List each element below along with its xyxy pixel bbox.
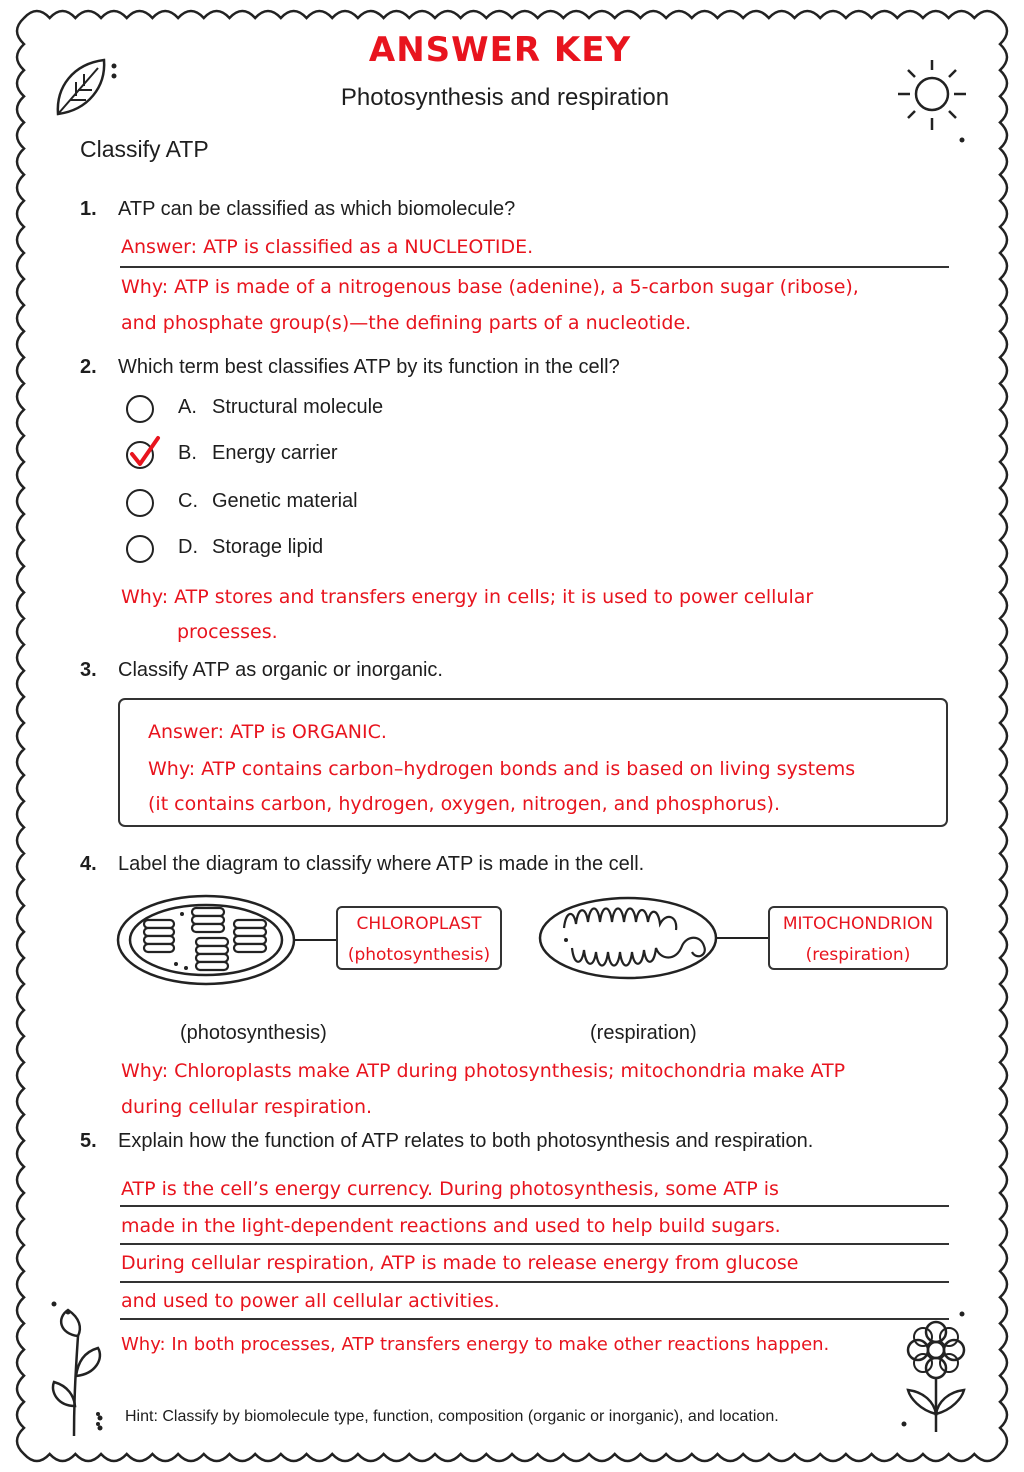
answer-line-text: During cellular respiration, ATP is made to release energy from glucose [121,1252,799,1274]
why-text-continued: and phosphate group(s)—the defining parts of a nucleotide. [121,312,692,334]
question-number: 3. [80,659,97,681]
why-text: Why: ATP stores and transfers energy in cells; it is used to power cellular [121,586,814,608]
radio-option-c[interactable] [126,489,154,517]
question-text: Explain how the function of ATP relates to both photosynthesis and respiration. [118,1130,814,1152]
answer-text: Answer: ATP is classified as a NUCLEOTIDE. [121,236,534,258]
page-title: ANSWER KEY [368,30,632,70]
diagram-caption-right: (respiration) [590,1022,697,1044]
hint-bullet [96,1422,100,1426]
mitochondrion-diagram [536,890,768,986]
section-heading: Classify ATP [80,136,209,162]
option-letter: B. [178,442,197,464]
question-number: 1. [80,198,97,220]
question-text: ATP can be classified as which biomolecule? [118,198,516,220]
option-label: Storage lipid [212,536,324,558]
radio-option-a[interactable] [126,395,154,423]
question-number: 2. [80,356,97,378]
answer-line-text: made in the light-dependent reactions and used to help build sugars. [121,1215,781,1237]
checkmark-icon [124,432,164,472]
option-label: Genetic material [212,490,358,512]
answer-line [120,1205,949,1207]
answer-line [120,1281,949,1283]
question-text: Label the diagram to classify where ATP is made in the cell. [118,853,645,875]
hint-bullet [96,1412,100,1416]
option-letter: D. [178,536,198,558]
answer-line-text: ATP is the cell’s energy currency. During photosynthesis, some ATP is [121,1178,779,1200]
question-text: Which term best classifies ATP by its function in the cell? [118,356,620,378]
mitochondrion-label-box [768,906,948,970]
page-subtitle: Photosynthesis and respiration [340,84,670,111]
why-text: Why: ATP contains carbon–hydrogen bonds and is based on living systems [148,758,856,780]
option-label: Energy carrier [212,442,338,464]
why-text: Why: In both processes, ATP transfers energy to make other reactions happen. [121,1334,830,1355]
answer-line-text: and used to power all cellular activities. [121,1290,500,1312]
radio-option-d[interactable] [126,535,154,563]
chloroplast-label-box [336,906,502,970]
diagram-caption-left: (photosynthesis) [180,1022,327,1044]
mitochondrion-sublabel: (respiration) [805,945,911,965]
why-text-continued: (it contains carbon, hydrogen, oxygen, nitrogen, and phosphorus). [148,793,780,815]
option-letter: A. [178,396,197,418]
mitochondrion-label: MITOCHONDRION [782,914,934,934]
option-letter: C. [178,490,198,512]
answer-line [120,1243,949,1245]
answer-line [120,1318,949,1320]
question-number: 5. [80,1130,97,1152]
chloroplast-label: CHLOROPLAST [356,914,482,934]
answer-line [120,266,949,268]
hint-text: Hint: Classify by biomolecule type, function, composition (organic or inorganic), and location. [125,1408,779,1425]
question-number: 4. [80,853,97,875]
answer-text: Answer: ATP is ORGANIC. [148,721,387,743]
why-text-continued: processes. [177,621,278,643]
why-text: Why: Chloroplasts make ATP during photosynthesis; mitochondria make ATP [121,1060,846,1082]
chloroplast-sublabel: (photosynthesis) [347,945,491,965]
why-text: Why: ATP is made of a nitrogenous base (adenine), a 5-carbon sugar (ribose), [121,276,859,298]
plant-icon [40,1296,120,1446]
option-label: Structural molecule [212,396,384,418]
flower-icon [896,1306,986,1446]
question-text: Classify ATP as organic or inorganic. [118,659,443,681]
why-text-continued: during cellular respiration. [121,1096,373,1118]
chloroplast-diagram [116,890,340,990]
